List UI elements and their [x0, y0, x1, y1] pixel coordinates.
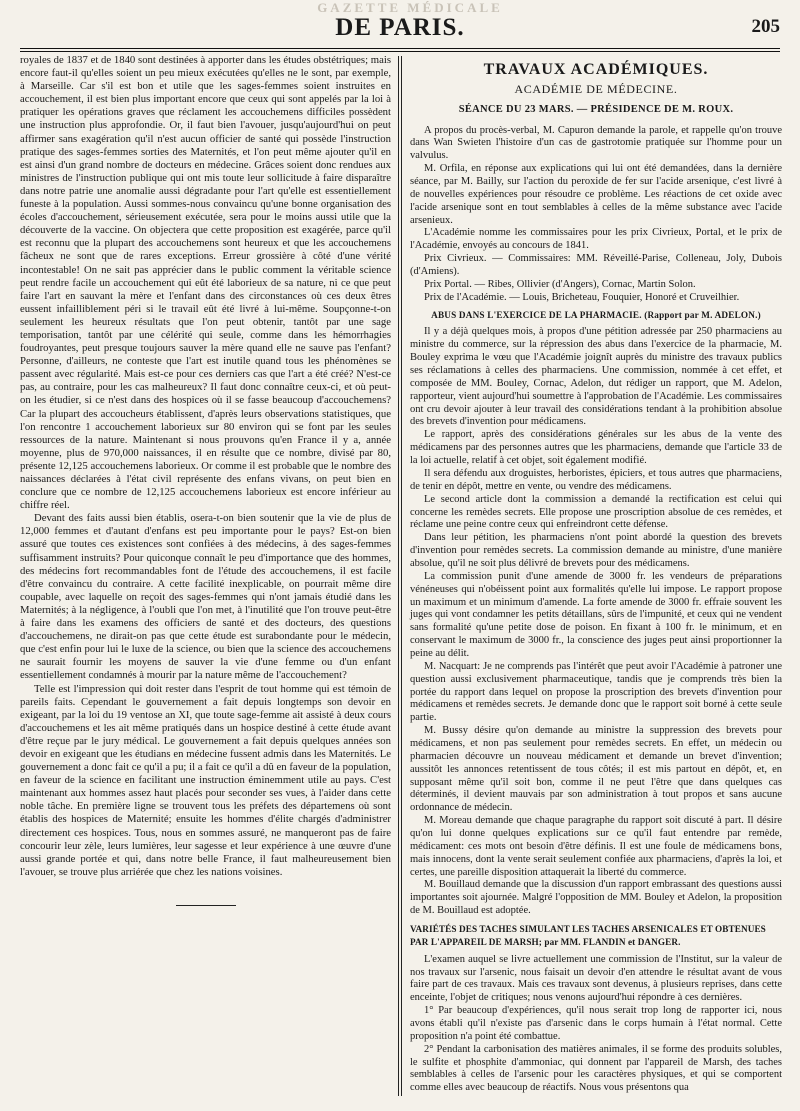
paragraph: M. Moreau demande que chaque paragraphe du rapport soit discuté à part. Il désire qu'on lui donne quelques explications sur ce qu'il faut entendre par remède, médicament: ces mots ont besoin d'être définis. Il est une foule de médicamens bons, mais innocens, dont la vente serait seulement confiée aux pharmaciens, d'après la loi, et certes, une pareille disposition attaquerait la liberté du commerce. — [410, 815, 782, 878]
paragraph: Telle est l'impression qui doit rester dans l'esprit de tout homme qui est témoin de pareils faits. Cependant le gouvernement a fait depuis longtemps son devoir en exigeant, par la loi du 19 ventose an XI, que toute sage-femme ait assisté à deux cours d'accouchemens et les ait même pratiqués dans un hospice destiné à cette étude avant d'être reçue par le jury médical. Le gouvernement a fait depuis quelques années son devoir en exigeant que les étudians en médecine fussent admis dans les Maternités. Le gouvernement a donc fait ce qu'il a pu; il a fait ce qu'il a dû en faveur de la population, en faveur de la science en facilitant une instruction éminemment utile au pays. C'est maintenant aux hommes assez haut placés pour seconder ses vues, à l'aider dans cette noble tâche. En première ligne se trouvent tous les préfets des départemens où sont établis des hospices de Maternité; ensuite les hommes d'élite chargés d'administrer directement ces hospices. Tous, nous en sommes assuré, ne manqueront pas de faire concourir leur zèle, leurs lumières, leur sagesse et leur expérience à une œuvre d'une aussi grande portée et qui, dans notre belle France, il faut malheureusement bien l'avouer, se trouve plus arriérée que chez les nations voisines. — [20, 682, 391, 878]
paragraph: 2° Pendant la carbonisation des matières animales, il se forme des produits solubles, le sulfite et phosphite d'ammoniac, qui donnent par l'appareil de Marsh, des taches semblables à celles de l'arsenic pour les caractères physiques, et qui se comportent comme elles avec beaucoup de réactifs. Nous vous présentons qua — [410, 1043, 782, 1094]
paragraph: M. Nacquart: Je ne comprends pas l'intérêt que peut avoir l'Académie à patroner une question aussi exclusivement pharmaceutique, tandis que je comprends très bien la portée du rapport dans lequel on propose la proscription des brevets d'invention pour médicamens et remèdes secrets. Je demande donc que le rapport soit borné à cette seule partie. — [410, 660, 782, 724]
paragraph: M. Orfila, en réponse aux explications qui lui ont été demandées, dans la dernière séance, par M. Bailly, sur l'action du peroxide de fer sur l'acide arsenique, c'est livré à de nouvelles expériences pour résoudre ce problème. Les réactions de cet oxide avec l'acide arsenique sont en tout semblables à celles de la même substance avec l'acide arsenieux. — [410, 163, 782, 226]
paragraph: Dans leur pétition, les pharmaciens n'ont point abordé la question des brevets d'invention pour remèdes secrets. La commission demande au ministre, d'une manière absolue, qu'il ne soit plus délivré de brevets pour des médicamens. — [410, 532, 782, 569]
page-title: DE PARIS. — [335, 14, 465, 41]
paragraph: La commission punit d'une amende de 3000 fr. les vendeurs de préparations vénéneuses qui n'obéissent point aux formalités qu'elle lui impose. Le rapport propose un maximum et un minimum d'amende. La forte amende de 3000 fr. effraie souvent les juges qui vont condamner les petits détaillans, sûrs de l'impunité, et ceux qui ne vendent sans formalité qu'une petite dose de poison. En fixant à 100 fr. le minimum, et en conservant le maximum de 3000 fr., la conscience des juges peut ainsi proportionner la peine au délit. — [410, 570, 782, 659]
page-number: 205 — [751, 16, 780, 37]
header-rule — [20, 48, 780, 49]
paragraph: L'examen auquel se livre actuellement une commission de l'Institut, sur la valeur de nos travaux sur l'arsenic, nous faisait un devoir d'en attendre le résultat avant de vous faire part de ces travaux. Mais ces travaux sont devenus, à plusieurs reprises, dans cette enceinte, l'objet de critiques; nous venons aujourd'hui répondre à ces dernières. — [410, 953, 782, 1004]
paragraph: Le rapport, après des considérations générales sur les abus de la vente des médicamens par des personnes autres que les pharmaciens, demande que l'article 33 de la loi actuelle, relatif à cet objet, soit également modifié. — [410, 429, 782, 467]
running-header — [0, 10, 800, 44]
session-heading: SÉANCE DU 23 MARS. — PRÉSIDENCE DE M. ROUX. — [458, 103, 734, 115]
paragraph: M. Bouillaud demande que la discussion d'un rapport embrassant des questions aussi importantes soit ajournée. Malgré l'opposition de MM. Bouley et Adelon, la proposition de M. Bouillaud est adoptée. — [410, 879, 782, 917]
paragraph: royales de 1837 et de 1840 sont destinées à apporter dans les études obstétriques; mais encore faut-il qu'elles soient un peu mieux exécutées qu'elles ne le sont, par exemple, à Marseille. Car s'il est bon et utile que les sages-femmes soient instruites en accouchement, il est bien plus important encore que ceux qui sont appelés par la loi à pratiquer les opérations graves que réclament les accouchemens difficiles possèdent une instruction plus approfondie. Or, il faut bien l'avouer, jusqu'aujourd'hui on peut affirmer sans exagération qu'il n'est aucun officier de santé qui possède l'instruction pratique des sages-femmes sorties des Maternités, et l'on peut même ajouter qu'il en est ainsi d'un grand nombre de docteurs en médecine. Grâces soient donc rendues aux ministres de l'instruction publique qui ont mis toute leur sollicitude à faire disparaître dans notre patrie une anomalie aussi dégradante pour l'art qu'elle est essentiellement funeste à la population. Aussi sommes-nous convaincu qu'une bonne organisation des écoles d'accouchement, sérieusement exécutée, sera pour le moins aussi utile que la découverte de la vaccine. On objectera que cette proposition est exagérée, parce qu'il est reconnu que la plupart des accouchemens sont heureux et que les accouchemens fâcheux ne sont que de rares exceptions. Erreur grossière à côté d'une vérité incontestable! On ne sait pas apprécier dans le public comment la véritable science peut rendre facile un accouchement qui eût été laborieux de sa nature, ni ce que peut faire l'art en sauvant la mère et l'enfant dans des circonstances où ces deux êtres eussent infailliblement péri si le travail eût été livré à lui-même. Soupçonne-t-on seulement les heureux résultats que l'on peut obtenir, tantôt par une sage temporisation, tantôt par une célérité qui seule, comme dans les hémorrhagies foudroyantes, peut presque toujours sauver la mère quand elle ne sauve pas l'enfant? Personne, d'ailleurs, ne conteste que l'art est inutile quand tous les phénomènes se passent avec régularité. Mais est-ce pour ces derniers cas que l'art a été créé? N'est-ce pas, au contraire, pour les cas malheureux? Il faut donc connaître ceux-ci, et où peut-on les étudier, si ce n'est dans des hospices où il se fasse beaucoup d'accouchemens? Car la plupart des accoucheurs établissent, d'après leurs observations statistiques, que l'on rencontre 1 accouchement laborieux sur 80 environ qui se font par les seules ressources de la nature. Maintenant si nous prouvons qu'en France il y a, année moyenne, plus de 970,000 naissances, il en résulte que ce nombre, divisé par 80, présente 12,125 accouchemens laborieux. Or comme il est probable que le nombre des naissances déclarées à l'état civil représente des enfans vivans, on peut bien en conclure que ce nombre de 12,125 accouchemens laborieux est encore inférieur au chiffre réel. — [20, 54, 391, 512]
paragraph: Il sera défendu aux droguistes, herboristes, épiciers, et tous autres que pharmaciens, de tenir en dépôt, mettre en vente, ou vendre des médicamens. — [410, 467, 782, 492]
paragraph: M. Bussy désire qu'on demande au ministre la suppression des brevets pour médicamens, et non pas seulement pour remèdes secrets. En effet, un médecin ou pharmacien découvre un nouveau médicament et demande un brevet d'invention; aussitôt les annonces retentissent de tous côtés; il est mis partout en dépôt, et, en supposant même qu'il soit bon, comme il ne peut l'être que dans quelques cas déterminés, il devient mauvais par son administration à tout propos et sans aucune ordonnance de médecin. — [410, 725, 782, 814]
left-column — [20, 54, 391, 906]
paragraph: 1° Par beaucoup d'expériences, qu'il nous serait trop long de rapporter ici, nous avons établi qu'il n'existe pas d'arsenic dans le corps humain à l'état normal. Cette proposition n'a point été combattue. — [410, 1005, 782, 1042]
paragraph: A propos du procès-verbal, M. Capuron demande la parole, et rappelle qu'on trouve dans Wan Swieten l'histoire d'un cas de gastrotomie pratiquée sur l'homme pour un valvulus. — [410, 124, 782, 162]
paragraph: Devant des faits aussi bien établis, osera-t-on bien soutenir que la vie de plus de 12,000 femmes et d'autant d'enfans est peu importante pour le pays? Est-on bien assuré que toutes ces existences sont confiées à des médecins, à des sages-femmes suffisamment instruits? Pour quiconque connaît le peu d'importance que des hommes, des médecins fort recommandables font de l'étude des accouchemens, il est facile d'être convaincu du contraire. A cette facilité inexplicable, on pourrait même dire coupable, avec laquelle on reçoit des sages-femmes qui n'ont jamais étudié dans les Maternités; à la négligence, à l'oubli que l'on met, à l'inutilité que l'on trouve peut-être à faire dans les examens des officiers de santé et des docteurs, des questions d'accouchemens, ne dirait-on pas que cette étude est surabondante pour le médecin, que c'est enfin pour lui le luxe de la science, ou bien que la science des accouchemens ne saurait fournir les moyens de sauver la vie d'une femme ou d'un enfant essentiellement condamnés à mourir par la nature même de l'accouchement? — [20, 512, 391, 682]
subsection-heading-taches: VARIÉTÉS DES TACHES SIMULANT LES TACHES ARSENICALES ET OBTENUES PAR L'APPAREIL DE MARSH; par MM. FLANDIN et DANGER. — [410, 924, 766, 947]
bleed-through-header: GAZETTE MÉDICALE — [317, 0, 503, 12]
column-divider-thin — [401, 56, 402, 1096]
header-rule-thin — [20, 51, 780, 52]
prize-entry: Prix Portal. — Ribes, Ollivier (d'Angers), Cornac, Martin Solon. — [424, 278, 696, 290]
prize-entry: Prix Civrieux. — Commissaires: MM. Réveillé-Parise, Colleneau, Joly, Dubois (d'Amiens). — [410, 253, 782, 278]
right-column — [410, 54, 782, 1095]
paragraph: L'Académie nomme les commissaires pour les prix Civrieux, Portal, et le prix de l'Académie, envoyés au concours de 1841. — [410, 227, 782, 252]
paragraph: Le second article dont la commission a demandé la rectification est celui qui concerne les remèdes secrets. Elle propose une proscription absolue de ces remèdes, et réclame une peine contre ceux qui enfreindront cette défense. — [410, 493, 782, 531]
column-divider — [398, 56, 399, 1096]
prize-entry: Prix de l'Académie. — Louis, Bricheteau, Fouquier, Honoré et Cruveilhier. — [424, 291, 740, 303]
section-title: TRAVAUX ACADÉMIQUES. — [483, 61, 709, 78]
article-end-rule — [176, 905, 236, 906]
paragraph: Il y a déjà quelques mois, à propos d'une pétition adressée par 250 pharmaciens au ministre du commerce, sur la répression des abus dans l'exercice de la pharmacie, M. Bouley exprima le vœu que l'Académie joignît auprès du ministre des travaux publics ses réclamations à celles des pharmaciens. Une commission, nommée à cet effet, et composée de MM. Bouley, Cornac, Adelon, dut rédiger un rapport, que M. Adelon, rapporteur, vient aujourd'hui soumettre à l'approbation de l'Académie. Les commissaires ont cru devoir ajouter à leur travail des considérations tendant à la prohibition absolue des brevets d'invention pour médicamens. — [410, 326, 782, 428]
section-subtitle: ACADÉMIE DE MÉDECINE. — [514, 81, 678, 96]
subsection-heading-pharmacie: ABUS DANS L'EXERCICE DE LA PHARMACIE. (Rapport par M. ADELON.) — [431, 309, 761, 320]
